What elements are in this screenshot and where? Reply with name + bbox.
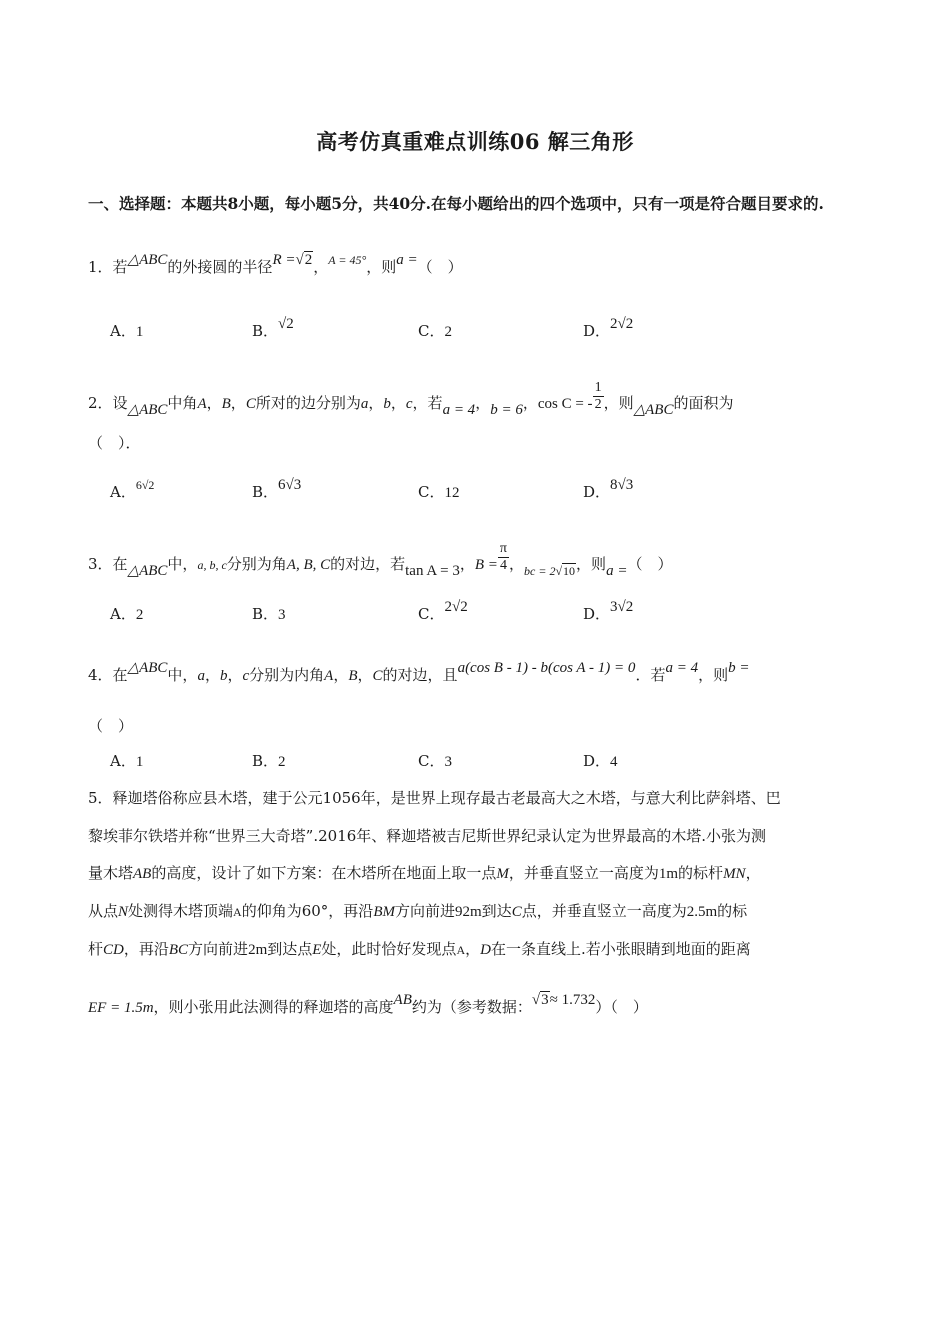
q5-text: 的标杆 xyxy=(678,864,724,882)
q3-frac-den: 4 xyxy=(499,558,507,573)
q5-text: 的标 xyxy=(717,902,748,920)
q2-num: 2．设 xyxy=(88,394,128,412)
q5-text: 方向前进 xyxy=(188,940,249,958)
q5-C: C xyxy=(511,904,522,920)
q2-triangle: △ABC xyxy=(127,402,168,418)
q2-A: A xyxy=(197,396,207,412)
q2-text1: 中角 xyxy=(167,394,198,412)
q2-text2: 所对的边分别为 xyxy=(255,394,361,412)
q4-b: b xyxy=(219,668,228,684)
option-value: 6√2 xyxy=(135,478,155,492)
q1-R-sqrt: √2 xyxy=(295,252,313,268)
q1-angle-A: A = 45° xyxy=(328,253,367,267)
q1-R: R = xyxy=(272,252,296,268)
option-label: C． xyxy=(418,483,445,501)
q1-option-b[interactable] xyxy=(252,316,294,341)
q2-cond-b: b = 6 xyxy=(490,402,523,418)
q3-option-a[interactable] xyxy=(110,603,143,624)
question-2 xyxy=(88,380,734,418)
q3-sep: ， xyxy=(509,555,525,573)
q2-fraction xyxy=(593,380,604,413)
q1-R-radicand: 2 xyxy=(304,252,313,268)
q3-option-d[interactable] xyxy=(583,599,634,624)
q4-b-eq: b = xyxy=(728,660,750,676)
q5-text: 杆 xyxy=(88,940,104,958)
q2-option-c[interactable] xyxy=(418,481,459,502)
q3-frac-num: π xyxy=(499,541,507,556)
q1-text1: 的外接圆的半径 xyxy=(167,258,273,276)
q5-line-3 xyxy=(88,862,761,883)
q1-triangle: △ABC xyxy=(127,252,168,268)
q2-sep: ， xyxy=(368,394,384,412)
q1-num: 1．若 xyxy=(88,258,128,276)
q5-sqrt3-radicand: 3 xyxy=(541,992,549,1008)
option-label: A． xyxy=(110,752,136,770)
option-label: B． xyxy=(252,322,279,340)
q5-CD: CD xyxy=(103,942,124,958)
q2-c: c xyxy=(405,396,413,412)
q2-sep: ， xyxy=(206,394,222,412)
q4-sep: ， xyxy=(204,666,220,684)
q4-triangle: △ABC xyxy=(127,660,168,676)
q3-tanA: tan A = 3 xyxy=(405,563,460,579)
option-value: 8√3 xyxy=(610,477,634,493)
q5-line-4 xyxy=(88,900,747,921)
q5-height-1: 1m xyxy=(658,866,679,882)
q4-option-d[interactable] xyxy=(583,750,618,771)
q5-text: 方向前进 xyxy=(394,902,455,920)
q5-M: M xyxy=(496,866,509,882)
q2-b: b xyxy=(383,396,391,412)
q5-BC: BC xyxy=(168,942,189,958)
q2-cosC: cos C = - xyxy=(537,396,593,412)
q3-text3: 的对边，若 xyxy=(330,555,406,573)
q5-text: 处，此时恰好发现点 xyxy=(321,940,457,958)
q2-sep: ， xyxy=(475,394,491,412)
option-value: 2√2 xyxy=(610,316,634,332)
page-title: 高考仿真重难点训练06 解三角形 xyxy=(316,129,634,154)
q2-C: C xyxy=(245,396,256,412)
section-heading: 一、选择题：本题共8小题，每小题5分，共40分.在每小题给出的四个选项中，只有一项是符合题目要求的. xyxy=(88,194,824,213)
q4-sep: ， xyxy=(333,666,349,684)
q3-text2: 分别为角 xyxy=(226,555,287,573)
q5-sqrt3: √3 xyxy=(531,992,549,1008)
option-value: 12 xyxy=(444,485,460,501)
q5-height-2: 2.5m xyxy=(686,904,718,920)
q2-option-b[interactable] xyxy=(252,477,302,502)
q3-fraction xyxy=(498,541,509,574)
option-label: D． xyxy=(583,322,611,340)
q5-BM: BM xyxy=(373,904,395,920)
q5-text: 在一条直线上.若小张眼睛到地面的距离 xyxy=(490,940,751,958)
q5-text: ，则小张用此法测得的释迦塔的高度 xyxy=(153,998,394,1016)
option-value: 1 xyxy=(135,754,144,770)
q2-paren: （ ）． xyxy=(88,434,141,452)
q5-D: D xyxy=(480,942,491,958)
q1-option-a[interactable] xyxy=(110,320,143,341)
option-label: D． xyxy=(583,752,611,770)
option-value: 2√2 xyxy=(444,599,468,615)
q5-AB: AB xyxy=(393,992,412,1008)
q4-equation: a(cos B - 1) - b(cos A - 1) = 0 xyxy=(457,660,636,676)
option-label: C． xyxy=(418,752,445,770)
q5-text: 到达点 xyxy=(267,940,313,958)
q5-text: ， xyxy=(465,940,481,958)
option-label: B． xyxy=(252,605,279,623)
q2-frac-den: 2 xyxy=(594,397,602,412)
q3-bc-radicand: 10 xyxy=(563,564,576,578)
option-value: 2 xyxy=(135,607,144,623)
q2-cond-a: a = 4 xyxy=(442,402,476,418)
q5-text: 点，并垂直竖立一高度为 xyxy=(521,902,687,920)
q5-text: 的高度，设计了如下方案：在木塔所在地面上取一点 xyxy=(151,864,497,882)
q3-option-c[interactable] xyxy=(418,599,468,624)
q5-text: 处测得木塔顶端 xyxy=(128,902,234,920)
q2-option-a[interactable] xyxy=(110,478,155,502)
q5-line-6 xyxy=(88,992,648,1017)
q5-MN: MN xyxy=(723,866,746,882)
q4-c: c xyxy=(242,668,250,684)
q3-abc: a, b, c xyxy=(197,558,227,572)
option-label: B． xyxy=(252,483,279,501)
q2-text5: 的面积为 xyxy=(673,394,734,412)
q4-sep: ， xyxy=(227,666,243,684)
option-label: C． xyxy=(418,322,445,340)
q5-text: ，再沿 xyxy=(123,940,169,958)
q5-text: 从点 xyxy=(88,902,119,920)
option-value: 2 xyxy=(444,324,452,340)
q5-text: 约为（参考数据： xyxy=(411,998,532,1016)
question-3 xyxy=(88,541,673,579)
option-label: C． xyxy=(418,605,445,623)
option-label: B． xyxy=(252,752,279,770)
option-value: 3√2 xyxy=(610,599,634,615)
q1-option-d[interactable] xyxy=(583,316,634,341)
q5-EF: EF = 1.5m xyxy=(88,1000,154,1016)
q4-text3: 的对边，且 xyxy=(382,666,458,684)
option-value: 1 xyxy=(135,324,144,340)
q2-text4: ，则 xyxy=(603,394,634,412)
q3-paren: （ ） xyxy=(627,555,673,573)
q5-AB: AB xyxy=(133,866,152,882)
q2-option-d[interactable] xyxy=(583,477,634,502)
question-4 xyxy=(88,660,750,685)
option-label: D． xyxy=(583,483,611,501)
q5-distance-1: 92m xyxy=(455,904,482,920)
q2-B: B xyxy=(221,396,231,412)
option-value: 3 xyxy=(278,607,286,623)
q1-text2: ，则 xyxy=(366,258,397,276)
q2-triangle-2: △ABC xyxy=(633,402,674,418)
q4-cond: a = 4 xyxy=(665,660,699,676)
q3-ABC: A, B, C xyxy=(286,557,331,573)
option-value: √2 xyxy=(278,316,294,332)
q5-text: 到达 xyxy=(481,902,512,920)
q3-num: 3．在 xyxy=(88,555,128,573)
q5-A: A xyxy=(456,943,466,957)
q4-num: 4．在 xyxy=(88,666,128,684)
q5-line-5 xyxy=(88,938,751,959)
q4-option-b[interactable] xyxy=(252,750,286,771)
q1-a: a = xyxy=(396,252,418,268)
q2-sep: ， xyxy=(522,394,538,412)
q5-text: 量木塔 xyxy=(88,864,134,882)
q4-A: A xyxy=(324,668,334,684)
q5-E: E xyxy=(312,942,322,958)
q1-option-c[interactable] xyxy=(418,320,452,341)
q4-option-c[interactable] xyxy=(418,750,452,771)
q4-text1: 中， xyxy=(167,666,198,684)
q4-paren: （ ） xyxy=(88,717,134,735)
q4-sep: ， xyxy=(357,666,373,684)
q2-frac-num: 1 xyxy=(594,380,602,395)
q4-a: a xyxy=(197,668,205,684)
q5-text: ）（ ） xyxy=(595,998,648,1016)
q5-text: 的仰角为60°，再沿 xyxy=(241,902,374,920)
option-value: 6√3 xyxy=(278,477,302,493)
q3-bc-sqrt: √10 xyxy=(555,564,576,578)
q3-B: B = xyxy=(474,557,498,573)
q4-text5: ，则 xyxy=(698,666,729,684)
option-label: A． xyxy=(110,322,136,340)
q3-text4: ，则 xyxy=(576,555,607,573)
q1-paren: （ ） xyxy=(417,258,463,276)
q3-text1: 中， xyxy=(167,555,198,573)
q4-B: B xyxy=(348,668,358,684)
q2-sep: ， xyxy=(230,394,246,412)
question-1 xyxy=(88,252,463,277)
q2-a: a xyxy=(360,396,369,412)
option-label: A． xyxy=(110,483,136,501)
q3-bc: bc = 2 xyxy=(524,564,556,578)
q5-A: A xyxy=(233,905,242,919)
q1-comma: ， xyxy=(313,258,329,276)
option-label: D． xyxy=(583,605,611,623)
q2-text3: ，若 xyxy=(412,394,443,412)
option-value: 2 xyxy=(278,754,286,770)
q3-option-b[interactable] xyxy=(252,603,286,624)
option-value: 4 xyxy=(610,754,618,770)
q3-a: a = xyxy=(606,563,628,579)
q4-text2: 分别为内角 xyxy=(249,666,325,684)
q5-text: ， xyxy=(745,864,761,882)
q5-approx: ≈ 1.732 xyxy=(549,992,596,1008)
q5-line-1: 5．释迦塔俗称应县木塔，建于公元1056年，是世界上现存最古老最高大之木塔，与意大利比萨斜塔、巴 xyxy=(88,789,781,807)
q5-line-2: 黎埃菲尔铁塔并称“世界三大奇塔”.2016年、释迦塔被吉尼斯世界纪录认定为世界最高的木塔.小张为测 xyxy=(88,827,767,845)
q4-option-a[interactable] xyxy=(110,750,143,771)
q5-N: N xyxy=(118,904,129,920)
q4-text4: ．若 xyxy=(635,666,666,684)
q4-C: C xyxy=(372,668,383,684)
option-value: 3 xyxy=(444,754,452,770)
q3-triangle: △ABC xyxy=(127,563,168,579)
q5-distance-2: 2m xyxy=(248,942,268,958)
q3-sep: ， xyxy=(459,555,475,573)
q5-text: ，并垂直竖立一高度为 xyxy=(508,864,659,882)
option-label: A． xyxy=(110,605,136,623)
q2-sep: ， xyxy=(390,394,406,412)
